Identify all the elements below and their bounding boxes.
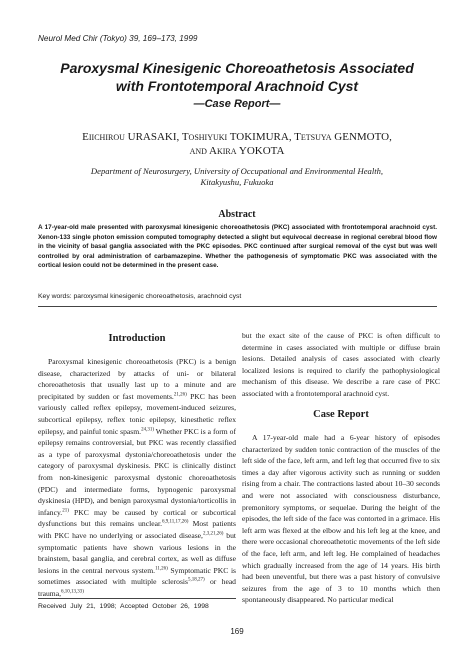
authors-line-2: and Akira YOKOTA: [189, 145, 285, 157]
intro-paragraph-continued: but the exact site of the cause of PKC is often difficult to determine in cases associated with multiple or diffuse brain lesions. Detailed analysis of cases associated with clearly localized lesions is required to clarify the pathophysiological mechanism of this disease. We describe a rare case of PKC associated with a frontotemporal arachnoid cyst.: [242, 331, 440, 398]
paper-subtitle: —Case Report—: [193, 98, 281, 110]
affiliation-line-2: Kitakyushu, Fukuoka: [200, 177, 274, 187]
introduction-continued: [242, 330, 440, 400]
author-list: [40, 130, 434, 158]
journal-citation: Neurol Med Chir (Tokyo) 39, 169–173, 1999: [38, 34, 198, 43]
case-report-body: [242, 432, 440, 606]
affiliation: [40, 166, 434, 188]
paper-title-line-1: Paroxysmal Kinesigenic Choreoathetosis Associated: [60, 60, 414, 76]
abstract-heading: Abstract: [218, 209, 256, 220]
introduction-heading: Introduction: [108, 333, 166, 344]
case-report-heading: Case Report: [313, 409, 369, 420]
paper-title-line-2: with Frontotemporal Arachnoid Cyst: [115, 78, 359, 94]
case-report-paragraph: A 17-year-old male had a 6-year history of episodes characterized by sudden tonic contraction of the muscles of the left side of the face, left arm, and left leg that occurred five to six times a day after vigorous activity such as running or sudden rising from a chair. The contractions lasted about 10–30 seconds and were not associated with consciousness disturbance, premonitory symptoms, or sequelae. During the height of the episodes, the left side of the face was contorted in a grimace. His left arm was flexed at the elbow and his left leg at the knee, and there were occasional choreoathetotic movements of the left side of the face, left arm, and left leg. He complained of headaches which gradually increased from the age of 14 years. His birth had been uneventful, but there was a past history of convulsive seizures from the age of 3 to 10 months which then spontaneously disappeared. No particular medical: [242, 433, 440, 605]
authors-line-1: Eiichirou URASAKI, Toshiyuki TOKIMURA, Tetsuya GENMOTO,: [82, 131, 392, 143]
received-accepted-dates: Received July 21, 1998; Accepted October 26, 1998: [38, 603, 209, 610]
abstract-text: A 17-year-old male presented with paroxysmal kinesigenic choreoathetosis (PKC) associated with frontotemporal arachnoid cyst. Xenon-133 single photon emission computed tomography detected a slight but equivocal decrease in regional cerebral blood flow in the vicinity of basal ganglia associated with the PKC episodes. PKC continued after surgical removal of the cyst but was well controlled by oral administration of carbamazepine. Whether the pathogenesis of symptomatic PKC was associated with the cortical lesion could not be determined in the present case.: [38, 224, 437, 270]
footnote-divider: [38, 598, 236, 599]
page-number: 169: [230, 627, 244, 636]
introduction-body: Paroxysmal kinesigenic choreoathetosis (PKC) is a benign disease, characterized by attacks of uni- or bilateral choreoathetosis that usually last up to a minute and are precipitated by sudden or fast movements.$^{21,26)}$ PKC has been variously called reflex epilepsy, movement-induced seizures, subcortical epilepsy, reflex tonic epilepsy, kinesthetic reflex epilepsy, and painful tonic spasm.$^{24,31)}$ Whether PKC is a form of epilepsy remains controversial, but PKC was recently classified as a type of paroxysmal dystonia/choreoathetosis under the category of paroxysmal dyskinesis. PKC is clinically distinct from non-kinesigenic paroxysmal dystonic choreoathetosis (PDC) and intermediate forms, hypnogenic paroxysmal dyskinesia (HPD), and benign paroxysmal dystonia/torticollis in infancy.$^{21)}$ PKC may be caused by cortical or subcortical dysfunctions but this remains unclear.$^{6,9,11,17,26)}$ Most patients with PKC have no underlying or associated disease,$^{2,3,21,26)}$ but symptomatic patients have shown various lesions in the brainstem, basal ganglia, and cerebral cortex, as well as diffuse lesions in the central nervous system.$^{11,26)}$ Symptomatic PKC is sometimes associated with multiple sclerosis$^{5,18,27)}$ or head trauma,$^{6,10,13,33)}$: [38, 357, 237, 598]
abstract-divider: [38, 306, 437, 307]
affiliation-line-1: Department of Neurosurgery, University of Occupational and Environmental Health,: [90, 166, 384, 176]
keywords: Key words: paroxysmal kinesigenic choreoathetosis, arachnoid cyst: [38, 293, 242, 300]
